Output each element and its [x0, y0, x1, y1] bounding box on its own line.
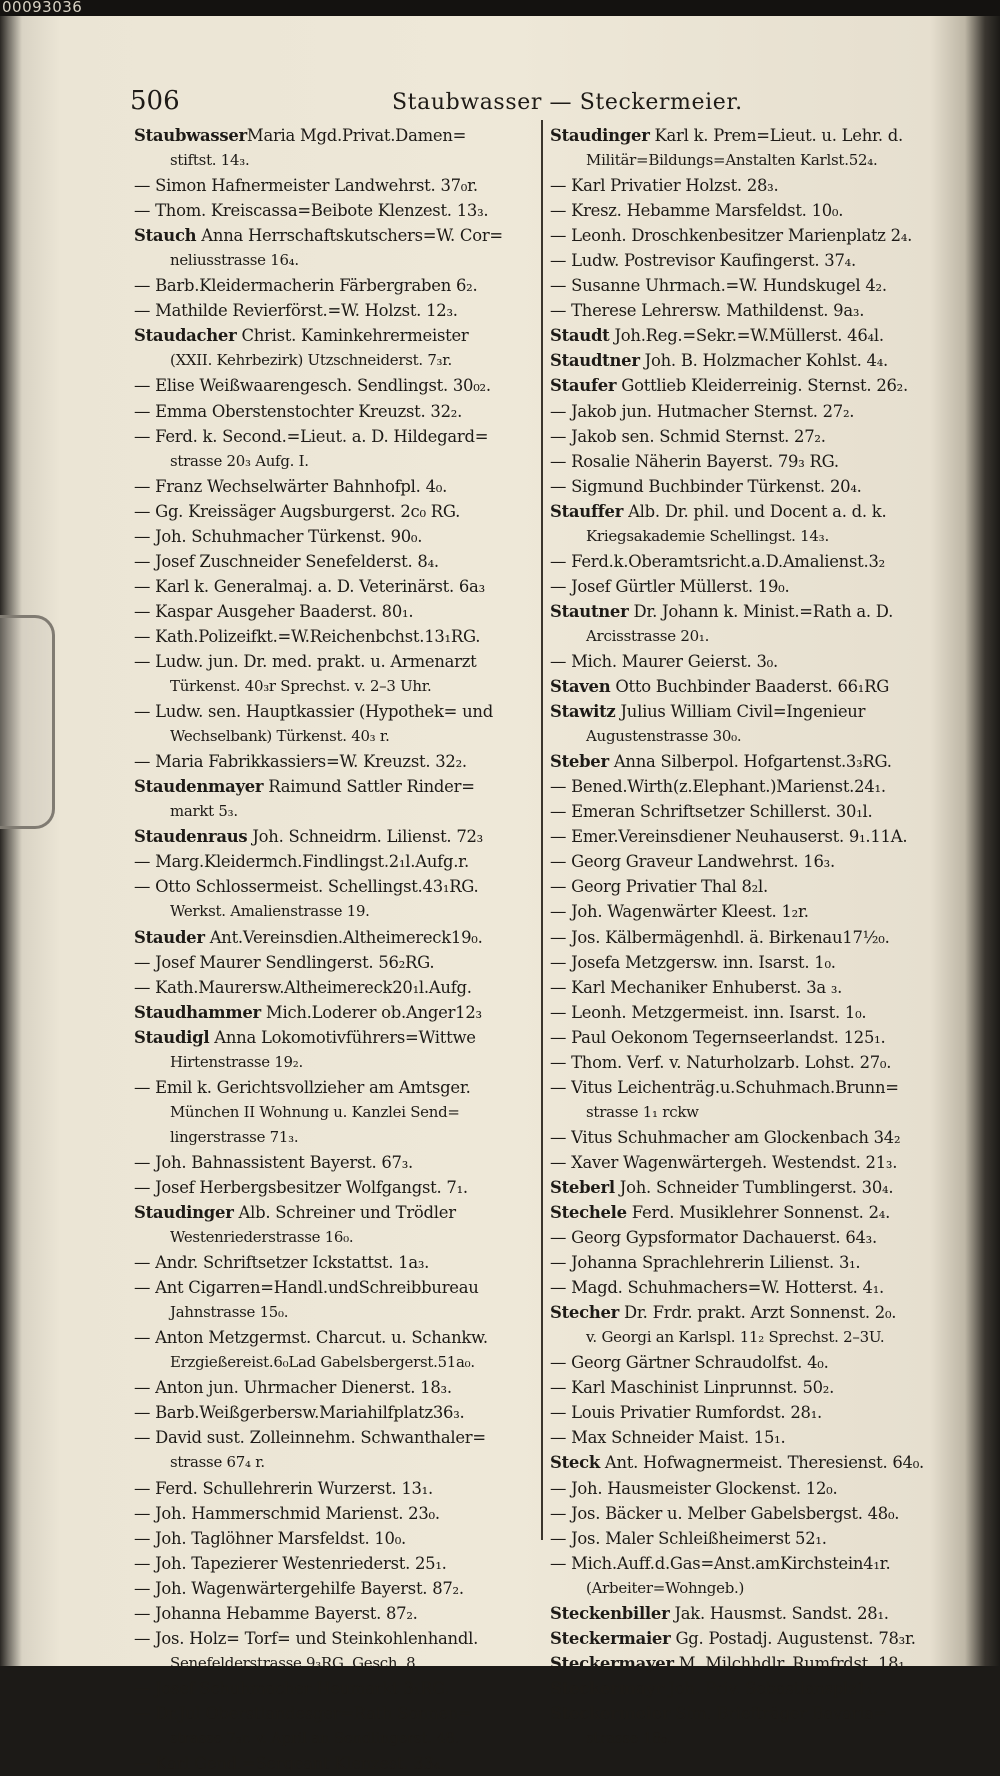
surname-heading: Steckermayr: [550, 1678, 664, 1698]
entry-text: Sim. Briefträger Bavaria=: [670, 1703, 888, 1723]
entry-text: — Vitus Leichenträg.u.Schuhmach.Brunn=: [550, 1077, 899, 1097]
directory-line: [134, 449, 534, 474]
directory-line: [134, 1275, 534, 1300]
directory-line: [134, 1225, 534, 1250]
entry-text: Dr. Frdr. prakt. Arzt Sonnenst. 2₀.: [619, 1303, 897, 1323]
entry-text: — Karl k. Generalmaj. a. D. Veterinärst. 6a₃: [134, 576, 485, 596]
entry-text: — Josef Schuhmacher Heumarkt 3₁RG.: [134, 1678, 450, 1698]
entry-text: — Simon Hafnermeister Landwehrst. 37₀r.: [134, 176, 478, 196]
entry-text: (Arbeiter=Wohngeb.): [586, 1578, 745, 1597]
directory-line: [550, 1676, 962, 1701]
entry-text: — Kath.Maurersw.Altheimereck20₁l.Aufg.: [134, 977, 472, 997]
entry-text: Joh. B. Holzmacher Kohlst. 4₄.: [639, 351, 888, 371]
surname-heading: Stauffer: [550, 501, 624, 521]
entry-text: — Jakob sen. Schmid Sternst. 27₂.: [550, 426, 826, 446]
directory-line: [134, 1450, 534, 1475]
directory-line: [134, 373, 534, 398]
directory-line: [550, 1576, 962, 1601]
directory-line: [134, 1150, 534, 1175]
directory-line: [550, 574, 962, 599]
entry-text: — Jos. Holz= Torf= und Steinkohlenhandl.: [134, 1628, 479, 1648]
directory-line: [134, 1175, 534, 1200]
surname-heading: Stautner: [550, 601, 629, 621]
entry-text: Julius William Civil=Ingenieur: [615, 702, 866, 722]
entry-text: — Kaspar Ausgeher Baaderst. 80₁.: [134, 601, 414, 621]
directory-line: [550, 1526, 962, 1551]
directory-line: [550, 849, 962, 874]
surname-heading: Stecher: [550, 1303, 620, 1323]
entry-text: — Joh. Hausmeister Glockenst. 12₀.: [550, 1478, 838, 1498]
right-column: [550, 123, 962, 1751]
entry-text: — Barb.Kleidermacherin Färbergraben 6₂.: [134, 276, 478, 296]
directory-line: [134, 849, 534, 874]
surname-heading: Staudhammer: [134, 1002, 261, 1022]
entry-text: Anna Lokomotivführers=Wittwe: [209, 1027, 476, 1047]
surname-heading: Steckermayer: [550, 1653, 674, 1673]
entry-text: Joh. Priv. Sebastiansplz1₁.: [663, 1678, 878, 1698]
entry-text: — Georg Gypsformator Dachauerst. 64₃.: [550, 1228, 877, 1248]
directory-line: [134, 323, 534, 348]
directory-line: [550, 1275, 962, 1300]
directory-line: [134, 424, 534, 449]
directory-line: [134, 699, 534, 724]
left-column: [134, 123, 534, 1776]
directory-line: [550, 1050, 962, 1075]
directory-line: [550, 1400, 962, 1425]
entry-text: — Elise Weißwaarengesch. Sendlingst. 30₀₂.: [134, 376, 491, 396]
entry-text: — Ludw. sen. Hauptkassier (Hypothek= und: [134, 702, 493, 722]
directory-line: [134, 1125, 534, 1150]
entry-text: — Andr. Schriftsetzer Ickstattst. 1a₃.: [134, 1253, 430, 1273]
entry-text: Ant.Vereinsdien.Altheimereck19₀.: [204, 927, 483, 947]
adjacent-page-edge: [968, 40, 998, 1600]
directory-line: [550, 599, 962, 624]
entry-text: — Josef Gürtler Müllerst. 19₀.: [550, 576, 790, 596]
directory-line: [134, 799, 534, 824]
directory-line: [550, 925, 962, 950]
entry-text: — Karl Maschinist Linprunnst. 50₂.: [550, 1378, 835, 1398]
directory-line: [134, 1576, 534, 1601]
entry-text: — Johanna Hebamme Bayerst. 87₂.: [134, 1603, 418, 1623]
directory-line: [134, 348, 534, 373]
directory-line: [134, 273, 534, 298]
entry-text: — Dr.Jul Oberstlandesger=Rath Sonnen=: [134, 1703, 472, 1723]
entry-text: — Joh. Bahnassistent Bayerst. 67₃.: [134, 1152, 414, 1172]
directory-line: [134, 298, 534, 323]
entry-text: Militär=Bildungs=Anstalten Karlst.52₄.: [586, 151, 878, 170]
directory-line: [134, 624, 534, 649]
directory-line: [550, 198, 962, 223]
directory-line: [550, 273, 962, 298]
surname-heading: Staven: [550, 677, 611, 697]
entry-text: — Bened.Wirth(z.Elephant.)Marienst.24₁.: [550, 777, 886, 797]
entry-text: — Emer.Vereinsdiener Neuhauserst. 9₁.11A.: [550, 827, 908, 847]
directory-line: [550, 1075, 962, 1100]
directory-line: [550, 1200, 962, 1225]
directory-line: [134, 1375, 534, 1400]
directory-line: [134, 674, 534, 699]
directory-line: [550, 1350, 962, 1375]
directory-line: [550, 373, 962, 398]
directory-line: [134, 599, 534, 624]
directory-line: [550, 298, 962, 323]
entry-text: — Franz Wechselwärter Bahnhofpl. 4₀.: [134, 476, 448, 496]
entry-text: — Joh. Taglöhner Marsfeldst. 10₀.: [134, 1528, 407, 1548]
directory-line: [550, 774, 962, 799]
directory-line: [134, 899, 534, 924]
entry-text: — Gg. Kreissäger Augsburgerst. 2c₀ RG.: [134, 501, 461, 521]
directory-line: [550, 749, 962, 774]
entry-text: — Rosalie Näherin Bayerst. 79₃ RG.: [550, 451, 839, 471]
entry-text: — Mich. Maurer Geierst. 3₀.: [550, 651, 778, 671]
directory-line: [134, 1325, 534, 1350]
entry-text: — Josefa Metzgersw. inn. Isarst. 1₀.: [550, 952, 836, 972]
entry-text: Ant. Hofwagnermeist. Theresienst. 64₀.: [599, 1453, 925, 1473]
directory-line: [550, 1601, 962, 1626]
directory-line: [550, 824, 962, 849]
directory-line: [134, 925, 534, 950]
directory-line: [134, 524, 534, 549]
entry-text: — Ferd. k. Second.=Lieut. a. D. Hildegard=: [134, 426, 489, 446]
entry-text: Wechselbank) Türkenst. 40₃ r.: [170, 727, 390, 746]
directory-line: [134, 1476, 534, 1501]
entry-text: — Jos. Kälbermägenhdl. ä. Birkenau17½₀.: [550, 927, 890, 947]
directory-line: [134, 1050, 534, 1075]
directory-line: [134, 123, 534, 148]
directory-line: [134, 874, 534, 899]
entry-text: — Marg.Kleidermch.Findlingst.2₁l.Aufg.r.: [134, 852, 469, 872]
directory-line: [134, 1200, 534, 1225]
entry-text: — Anton Metzgermst. Charcut. u. Schankw.: [134, 1328, 488, 1348]
directory-line: [134, 1751, 534, 1776]
directory-line: [134, 549, 534, 574]
directory-line: [134, 1025, 534, 1050]
directory-line: [134, 1726, 534, 1751]
entry-text: — Ludw. Postrevisor Kaufingerst. 37₄.: [550, 251, 856, 271]
entry-text: Otto Buchbinder Baaderst. 66₁RG: [610, 677, 890, 697]
directory-line: [550, 950, 962, 975]
scan-id: 00093036: [2, 0, 83, 16]
entry-text: — Josef Maurer Sendlingerst. 56₂RG.: [134, 952, 435, 972]
directory-line: [550, 799, 962, 824]
directory-line: [550, 549, 962, 574]
entry-text: — Thom. Verf. v. Naturholzarb. Lohst. 27₀.: [550, 1052, 892, 1072]
entry-text: Senefelderstrasse 9₃RG. Gesch. 8.: [170, 1653, 420, 1672]
directory-line: [550, 474, 962, 499]
entry-text: — Georg Graveur Landwehrst. 16₃.: [550, 852, 835, 872]
entry-text: Anna Herrschaftskutschers=W. Cor=: [196, 226, 503, 246]
entry-text: — Paul Oekonom Tegernseerlandst. 125₁.: [550, 1027, 886, 1047]
surname-heading: Stauch: [134, 226, 197, 246]
surname-heading: Staudinger: [134, 1203, 234, 1223]
entry-text: Raimund Sattler Rinder=: [263, 777, 475, 797]
entry-text: Mich.Loderer ob.Anger12₃: [260, 1002, 482, 1022]
surname-heading: Steck: [550, 1453, 600, 1473]
surname-heading: Steckermaier: [550, 1628, 671, 1648]
entry-text: — Jos. Bäcker u. Melber Gabelsbergst. 48₀.: [550, 1503, 900, 1523]
entry-text: — Joh. Tapezierer Westenriederst. 25₁.: [134, 1553, 447, 1573]
directory-line: [134, 198, 534, 223]
entry-text: — Jakob jun. Hutmacher Sternst. 27₂.: [550, 401, 855, 421]
directory-line: [550, 699, 962, 724]
entry-text: — Ludw. jun. Dr. med. prakt. u. Armenarzt: [134, 651, 477, 671]
surname-heading: Staudacher: [134, 326, 237, 346]
entry-text: strasse 20₃ Aufg. I.: [170, 451, 309, 470]
directory-line: [134, 824, 534, 849]
entry-text: — Emil k. Gerichtsvollzieher am Amtsger.: [134, 1077, 471, 1097]
entry-text: Jahnstrasse 15₀.: [170, 1303, 289, 1322]
entry-text: Gottlieb Kleiderreinig. Sternst. 26₂.: [616, 376, 908, 396]
entry-text: — Barb.Weißgerbersw.Mariahilfplatz36₃.: [134, 1403, 465, 1423]
directory-line: [134, 474, 534, 499]
entry-text: Joh.Reg.=Sekr.=W.Müllerst. 46₄l.: [609, 326, 884, 346]
directory-line: [550, 123, 962, 148]
directory-line: [134, 1350, 534, 1375]
surname-heading: Staudinger: [550, 126, 650, 145]
directory-line: [134, 1651, 534, 1676]
entry-text: lingerstrasse 71₃.: [170, 1127, 299, 1146]
entry-text: — Mathilde Revierförst.=W. Holzst. 12₃.: [134, 301, 458, 321]
directory-line: [134, 1075, 534, 1100]
entry-text: — Leonh. Metzgermeist. inn. Isarst. 1₀.: [550, 1002, 867, 1022]
directory-line: [134, 950, 534, 975]
entry-text: — Magd. Schuhmachers=W. Hotterst. 4₁.: [550, 1278, 885, 1298]
entry-text: strasse 1₁ rckw: [586, 1102, 699, 1121]
directory-line: [550, 1501, 962, 1526]
directory-line: [550, 724, 962, 749]
entry-text: Alb. Dr. phil. und Docent a. d. k.: [623, 501, 887, 521]
directory-line: [134, 1526, 534, 1551]
directory-line: [134, 1626, 534, 1651]
entry-text: Augustenstrasse 30₀.: [586, 727, 742, 746]
directory-line: [550, 348, 962, 373]
surname-heading: Stechele: [550, 1203, 627, 1223]
directory-line: [550, 1476, 962, 1501]
surname-heading: Steber: [550, 752, 609, 772]
directory-line: [134, 774, 534, 799]
entry-text: — Joh. Hammerschmid Marienst. 23₀.: [134, 1503, 440, 1523]
surname-heading: Staubwasser: [134, 126, 247, 145]
surname-heading: Stauder: [134, 927, 205, 947]
directory-line: [550, 424, 962, 449]
directory-line: [550, 1726, 962, 1751]
entry-text: Joh. Schneidrm. Lilienst. 72₃: [247, 827, 483, 847]
entry-text: (XXII. Kehrbezirk) Utzschneiderst. 7₃r.: [170, 351, 453, 370]
entry-text: Erzgießereist.6₀Lad Gabelsbergerst.51a₀.: [170, 1353, 475, 1372]
entry-text: — Ferd. Schullehrerin Wurzerst. 13₁.: [134, 1478, 433, 1498]
directory-line: [134, 1425, 534, 1450]
page-clip: [0, 615, 55, 829]
directory-line: [550, 1450, 962, 1475]
directory-line: [134, 1300, 534, 1325]
entry-text: Hirtenstrasse 19₂.: [170, 1052, 303, 1071]
entry-text: strasse 67₄ r.: [170, 1453, 265, 1472]
directory-line: [550, 449, 962, 474]
entry-text: — Josef Zuschneider Senefelderst. 8₄.: [134, 551, 439, 571]
entry-text: strasse 7₃r. v. April an Sendlingerst. 48.: [170, 1729, 460, 1747]
entry-text: Ferd. Musiklehrer Sonnenst. 2₄.: [626, 1203, 891, 1223]
entry-text: — Louis Privatier Rumfordst. 28₁.: [550, 1403, 822, 1423]
directory-line: [134, 1676, 534, 1701]
directory-line: [550, 1375, 962, 1400]
surname-heading: Steckermeier: [550, 1703, 671, 1723]
directory-line: [550, 223, 962, 248]
directory-line: [550, 1250, 962, 1275]
directory-line: [550, 323, 962, 348]
directory-line: [134, 1000, 534, 1025]
entry-text: — Joh. Wagenwärter Kleest. 1₂r.: [550, 902, 809, 922]
directory-line: [134, 148, 534, 173]
entry-text: neliusstrasse 16₄.: [170, 251, 299, 270]
entry-text: Kriegsakademie Schellingst. 14₃.: [586, 526, 829, 545]
entry-text: v. Georgi an Karlspl. 11₂ Sprechst. 2–3U.: [586, 1328, 885, 1347]
directory-line: [550, 524, 962, 549]
directory-line: [134, 574, 534, 599]
entry-text: Joh. Schneider Tumblingerst. 30₄.: [614, 1177, 894, 1197]
directory-line: [550, 248, 962, 273]
directory-line: [550, 1300, 962, 1325]
entry-text: — Jos. Maler Schleißheimerst 52₁.: [550, 1528, 827, 1548]
surname-heading: Steberl: [550, 1177, 615, 1197]
page-number: 506: [130, 86, 180, 116]
entry-text: — Kresz. Hebamme Marsfeldst. 10₀.: [550, 201, 844, 221]
directory-line: [134, 975, 534, 1000]
surname-heading: Staudenraus: [134, 827, 248, 847]
entry-text: — Susanne Uhrmach.=W. Hundskugel 4₂.: [550, 276, 887, 296]
entry-text: Anna Silberpol. Hofgartenst.3₃RG.: [608, 752, 892, 772]
directory-line: [134, 1601, 534, 1626]
entry-text: strasse 18₀.: [586, 1729, 672, 1747]
entry-text: — Maria Fabrikkassiers=W. Kreuzst. 32₂.: [134, 752, 467, 772]
directory-line: [134, 749, 534, 774]
entry-text: — Otto Schlossermeist. Schellingst.43₁RG.: [134, 877, 479, 897]
entry-text: — Georg Gärtner Schraudolfst. 4₀.: [550, 1353, 829, 1373]
directory-line: [134, 1250, 534, 1275]
directory-line: [134, 248, 534, 273]
entry-text: markt 5₃.: [170, 802, 238, 821]
directory-line: [134, 173, 534, 198]
directory-line: [550, 1000, 962, 1025]
entry-text: stiftst. 14₃.: [170, 151, 250, 170]
directory-line: [550, 649, 962, 674]
entry-text: — Emma Oberstenstochter Kreuzst. 32₂.: [134, 401, 463, 421]
scan-header-strip: [0, 0, 1000, 16]
surname-heading: Stawitz: [550, 702, 616, 722]
directory-line: [550, 1701, 962, 1726]
entry-text: Christ. Kaminkehrermeister: [236, 326, 469, 346]
entry-text: — Mich.Auff.d.Gas=Anst.amKirchstein4₁r.: [550, 1553, 891, 1573]
entry-text: — Karl Mechaniker Enhuberst. 3a ₃.: [550, 977, 843, 997]
entry-text: Dr. Johann k. Minist.=Rath a. D.: [628, 601, 894, 621]
directory-line: [134, 399, 534, 424]
directory-line: [550, 1651, 962, 1676]
entry-text: — Anton jun. Uhrmacher Dienerst. 18₃.: [134, 1378, 452, 1398]
directory-line: [550, 874, 962, 899]
entry-text: Alb. Schreiner und Trödler: [233, 1203, 456, 1223]
entry-text: Westenriederstrasse 16₀.: [170, 1228, 354, 1247]
directory-line: [550, 674, 962, 699]
directory-line: [550, 1325, 962, 1350]
entry-text: — Karl Gend.=Sergeant Klenzest. 33₄.: [134, 1754, 445, 1774]
directory-line: [134, 724, 534, 749]
surname-heading: Staudtner: [550, 351, 640, 371]
entry-text: — Johanna Sprachlehrerin Lilienst. 3₁.: [550, 1253, 861, 1273]
entry-text: — Kath.Polizeifkt.=W.Reichenbchst.13₁RG.: [134, 626, 481, 646]
directory-line: [550, 499, 962, 524]
entry-text: — Josef Herbergsbesitzer Wolfgangst. 7₁.: [134, 1177, 468, 1197]
directory-line: [134, 649, 534, 674]
entry-text: — Georg Privatier Thal 8₂l.: [550, 877, 768, 897]
directory-line: [134, 1400, 534, 1425]
directory-line: [550, 1125, 962, 1150]
entry-text: — Therese Lehrersw. Mathildenst. 9a₃.: [550, 301, 865, 321]
entry-text: — Joh. Schuhmacher Türkenst. 90₀.: [134, 526, 423, 546]
running-head: Staubwasser — Steckermeier.: [392, 90, 743, 115]
entry-text: — Max Schneider Maist. 15₁.: [550, 1428, 786, 1448]
directory-line: [550, 1425, 962, 1450]
entry-text: — Ferd.k.Oberamtsricht.a.D.Amalienst.3₂: [550, 551, 885, 571]
entry-text: Gg. Postadj. Augustenst. 78₃r.: [670, 1628, 916, 1648]
directory-line: [550, 1175, 962, 1200]
directory-line: [550, 173, 962, 198]
entry-text: Maria Mgd.Privat.Damen=: [246, 126, 467, 145]
directory-line: [134, 1551, 534, 1576]
directory-line: [134, 1701, 534, 1726]
entry-text: — Emeran Schriftsetzer Schillerst. 30₁l.: [550, 802, 873, 822]
directory-line: [550, 1225, 962, 1250]
entry-text: Türkenst. 40₃r Sprechst. v. 2–3 Uhr.: [170, 677, 432, 696]
surname-heading: Staudt: [550, 326, 610, 346]
entry-text: Arcisstrasse 20₁.: [586, 626, 710, 645]
directory-line: [550, 1025, 962, 1050]
entry-text: — Vitus Schuhmacher am Glockenbach 34₂: [550, 1127, 901, 1147]
directory-line: [550, 399, 962, 424]
entry-text: — Xaver Wagenwärtergeh. Westendst. 21₃.: [550, 1152, 898, 1172]
entry-text: — Ant Cigarren=Handl.undSchreibbureau: [134, 1278, 479, 1298]
column-divider: [541, 120, 543, 1540]
entry-text: — Sigmund Buchbinder Türkenst. 20₄.: [550, 476, 862, 496]
entry-text: München II Wohnung u. Kanzlei Send=: [170, 1102, 460, 1121]
entry-text: Karl k. Prem=Lieut. u. Lehr. d.: [649, 126, 903, 145]
directory-line: [134, 1501, 534, 1526]
entry-text: — Thom. Kreiscassa=Beibote Klenzest. 13₃.: [134, 201, 489, 221]
entry-text: — Karl Privatier Holzst. 28₃.: [550, 176, 779, 196]
entry-text: — Leonh. Droschkenbesitzer Marienplatz 2₄.: [550, 226, 913, 246]
surname-heading: Staudigl: [134, 1027, 210, 1047]
directory-line: [134, 223, 534, 248]
directory-line: [550, 899, 962, 924]
entry-text: — Joh. Wagenwärtergehilfe Bayerst. 87₂.: [134, 1578, 464, 1598]
directory-line: [550, 624, 962, 649]
directory-line: [134, 499, 534, 524]
surname-heading: Staufer: [550, 376, 617, 396]
entry-text: Werkst. Amalienstrasse 19.: [170, 902, 370, 921]
directory-line: [550, 1551, 962, 1576]
entry-text: Jak. Hausmst. Sandst. 28₁.: [669, 1603, 889, 1623]
entry-text: — David sust. Zolleinnehm. Schwanthaler=: [134, 1428, 486, 1448]
directory-line: [550, 1100, 962, 1125]
directory-line: [550, 148, 962, 173]
directory-line: [550, 1150, 962, 1175]
surname-heading: Staudenmayer: [134, 777, 264, 797]
directory-line: [134, 1100, 534, 1125]
entry-text: M. Milchhdlr. Rumfrdst. 18₁.: [673, 1653, 910, 1673]
directory-line: [550, 1626, 962, 1651]
surname-heading: Steckenbiller: [550, 1603, 670, 1623]
directory-line: [550, 975, 962, 1000]
